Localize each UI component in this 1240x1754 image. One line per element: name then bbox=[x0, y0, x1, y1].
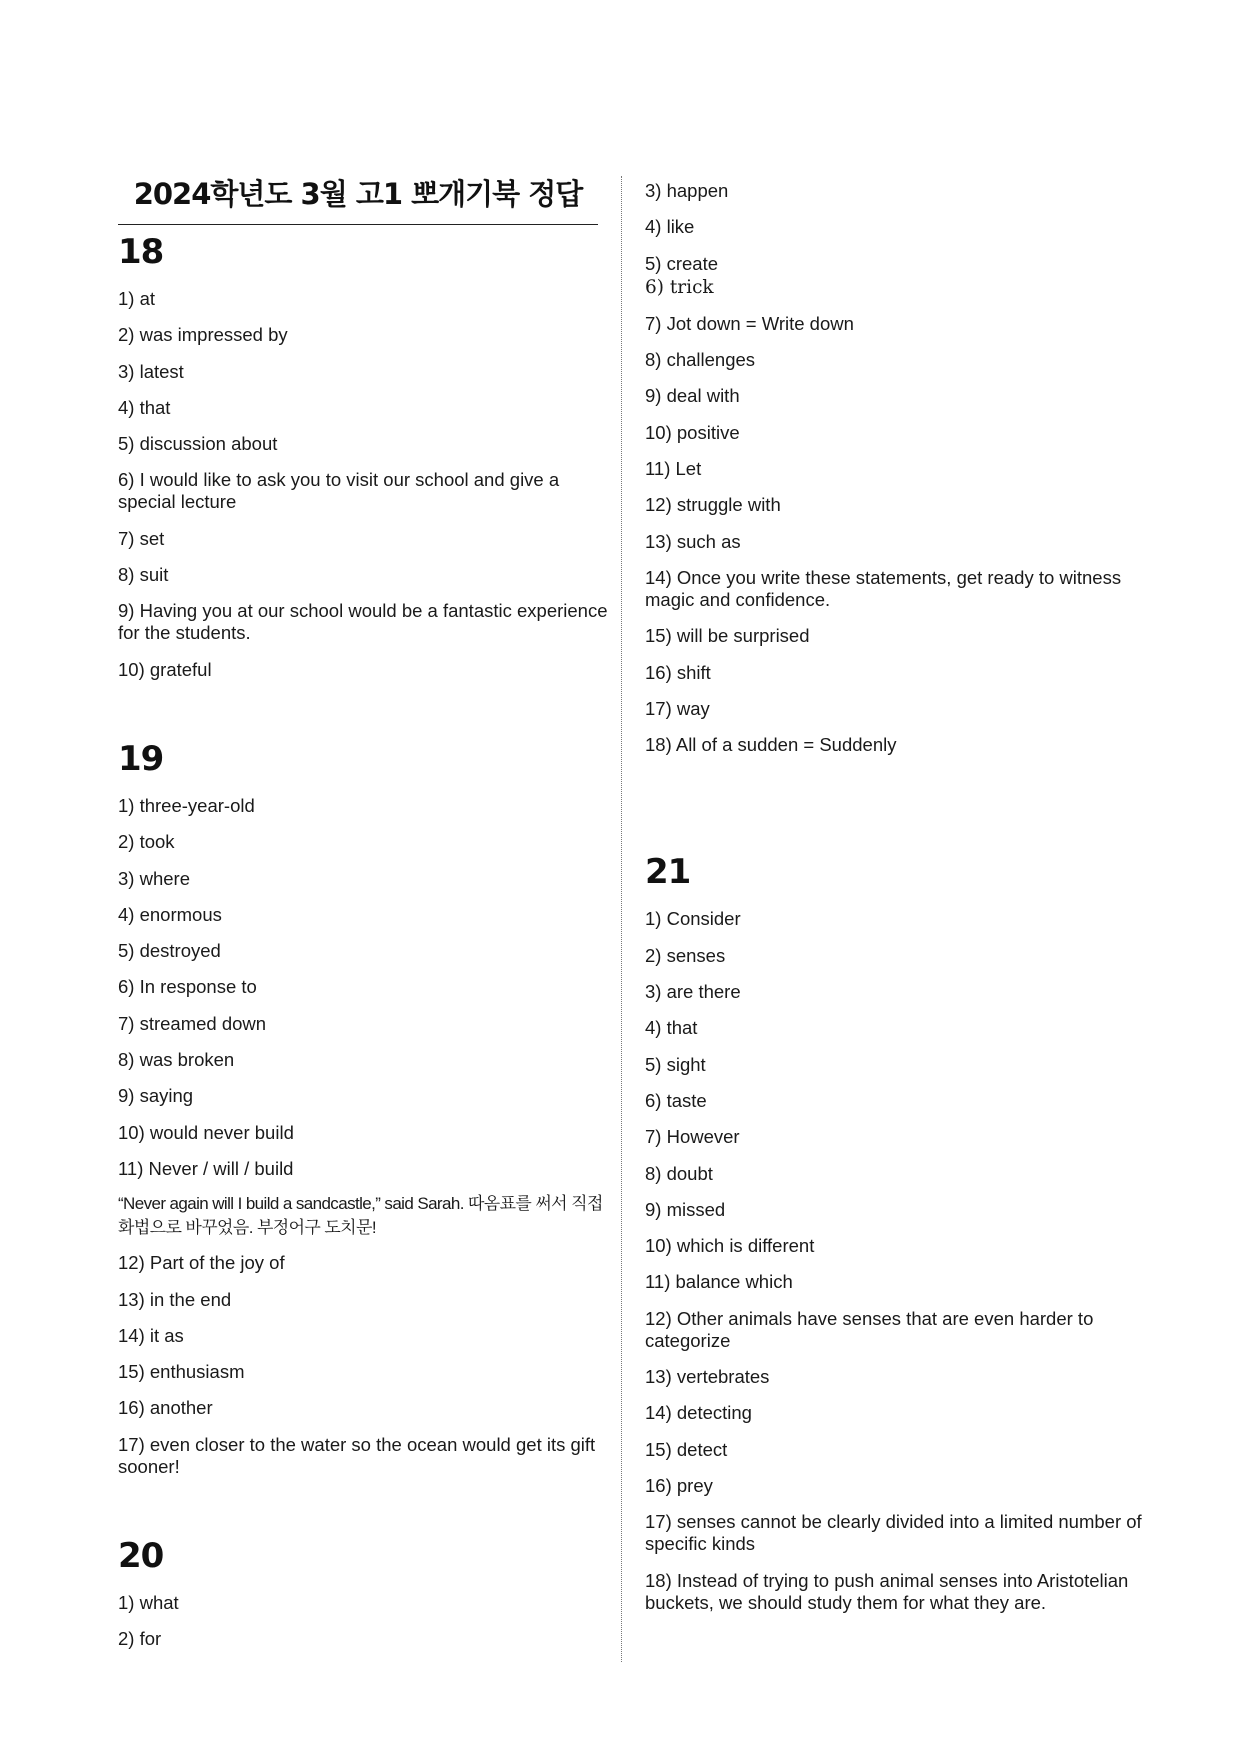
answer-item: 8) doubt bbox=[645, 1162, 713, 1184]
answer-item: 18) All of a sudden = Suddenly bbox=[645, 734, 897, 756]
answer-note: “Never again will I build a sandcastle,” said Sarah. 따옴표를 써서 직접화법으로 바꾸었음. 부정어구 도치문! bbox=[118, 1194, 603, 1238]
answer-item: 3) latest bbox=[118, 360, 184, 382]
answer-item: 3) where bbox=[118, 867, 190, 889]
answer-item: 6) trick bbox=[645, 276, 714, 298]
answer-item: 4) enormous bbox=[118, 903, 222, 925]
answer-item: 6) I would like to ask you to visit our school and give a special lecture bbox=[118, 469, 560, 513]
section-heading-19: 19 bbox=[118, 738, 164, 779]
answer-item: 13) such as bbox=[645, 530, 741, 552]
answer-item: 10) grateful bbox=[118, 658, 212, 680]
answer-item: 1) three-year-old bbox=[118, 794, 255, 816]
answer-item: 11) Never / will / build bbox=[118, 1157, 294, 1179]
answer-item: 1) what bbox=[118, 1592, 179, 1614]
right-column bbox=[645, 180, 1145, 1628]
answer-item: 8) challenges bbox=[645, 349, 756, 371]
answer-item: 9) deal with bbox=[645, 385, 740, 407]
answer-item: 10) would never build bbox=[118, 1121, 294, 1143]
answer-item: 16) shift bbox=[645, 661, 711, 683]
answer-item: 6) In response to bbox=[118, 976, 257, 998]
answer-item: 4) that bbox=[645, 1017, 698, 1039]
answer-item: 5) sight bbox=[645, 1053, 706, 1075]
answer-item: 5) discussion about bbox=[118, 433, 278, 455]
answer-item: 8) was broken bbox=[118, 1049, 235, 1071]
answer-item: 5) create bbox=[645, 252, 719, 274]
answer-item: 12) struggle with bbox=[645, 494, 781, 516]
answer-list-20-left bbox=[118, 1592, 618, 1650]
answer-item: 7) streamed down bbox=[118, 1012, 267, 1034]
answer-item: 16) prey bbox=[645, 1474, 713, 1496]
answer-item: 9) saying bbox=[118, 1085, 194, 1107]
answer-item: 14) Once you write these statements, get ready to witness magic and confidence. bbox=[645, 566, 1122, 610]
section-heading-20: 20 bbox=[118, 1536, 164, 1577]
answer-item: 7) set bbox=[118, 527, 165, 549]
answer-item: 15) will be surprised bbox=[645, 625, 810, 647]
answer-list-18 bbox=[118, 288, 618, 681]
answer-item: 3) happen bbox=[645, 180, 729, 201]
answer-item: 13) vertebrates bbox=[645, 1366, 770, 1388]
left-column bbox=[118, 226, 618, 1665]
answer-list-21 bbox=[645, 908, 1145, 1613]
answer-item: 12) Part of the joy of bbox=[118, 1252, 285, 1274]
answer-item: 13) in the end bbox=[118, 1288, 232, 1310]
answer-item: 3) are there bbox=[645, 981, 741, 1003]
answer-item: 7) However bbox=[645, 1126, 740, 1148]
answer-item: 11) Let bbox=[645, 458, 702, 480]
answer-item: 2) was impressed by bbox=[118, 324, 288, 346]
answer-item: 9) Having you at our school would be a fantastic experience for the students. bbox=[118, 600, 608, 644]
answer-item: 2) took bbox=[118, 831, 175, 853]
answer-item: 8) suit bbox=[118, 564, 169, 586]
section-heading-18: 18 bbox=[118, 232, 164, 272]
answer-item: 18) Instead of trying to push animal senses into Aristotelian buckets, we should study them for what they are. bbox=[645, 1569, 1129, 1613]
answer-item: 17) even closer to the water so the ocean would get its gift sooner! bbox=[118, 1433, 596, 1477]
page-title: 2024학년도 3월 고1 뽀개기북 정답 bbox=[133, 177, 583, 211]
answer-item: 17) way bbox=[645, 697, 710, 719]
answer-item: 14) it as bbox=[118, 1324, 184, 1346]
answer-item: 4) like bbox=[645, 216, 695, 238]
answer-item: 16) another bbox=[118, 1397, 213, 1419]
answer-list-19 bbox=[118, 795, 618, 1478]
answer-list-20-right bbox=[645, 180, 1145, 756]
answer-item: 1) Consider bbox=[645, 908, 741, 930]
answer-item: 9) missed bbox=[645, 1198, 726, 1220]
answer-item: 4) that bbox=[118, 396, 171, 418]
answer-item: 10) which is different bbox=[645, 1235, 815, 1257]
answer-item: 11) balance which bbox=[645, 1271, 793, 1293]
title-divider bbox=[118, 224, 598, 225]
answer-item: 15) enthusiasm bbox=[118, 1361, 245, 1383]
answer-item: 6) taste bbox=[645, 1089, 707, 1111]
answer-item: 17) senses cannot be clearly divided into a limited number of specific kinds bbox=[645, 1511, 1142, 1555]
answer-item: 2) senses bbox=[645, 944, 726, 966]
answer-item: 7) Jot down = Write down bbox=[645, 312, 854, 334]
answer-item: 15) detect bbox=[645, 1438, 728, 1460]
answer-item: 12) Other animals have senses that are even harder to categorize bbox=[645, 1307, 1094, 1351]
section-heading-21: 21 bbox=[645, 852, 691, 893]
answer-item: 10) positive bbox=[645, 421, 740, 443]
answer-item: 2) for bbox=[118, 1628, 162, 1650]
column-divider bbox=[621, 176, 622, 1662]
answer-item: 14) detecting bbox=[645, 1402, 752, 1424]
answer-item: 1) at bbox=[118, 288, 156, 309]
answer-item: 5) destroyed bbox=[118, 940, 221, 962]
